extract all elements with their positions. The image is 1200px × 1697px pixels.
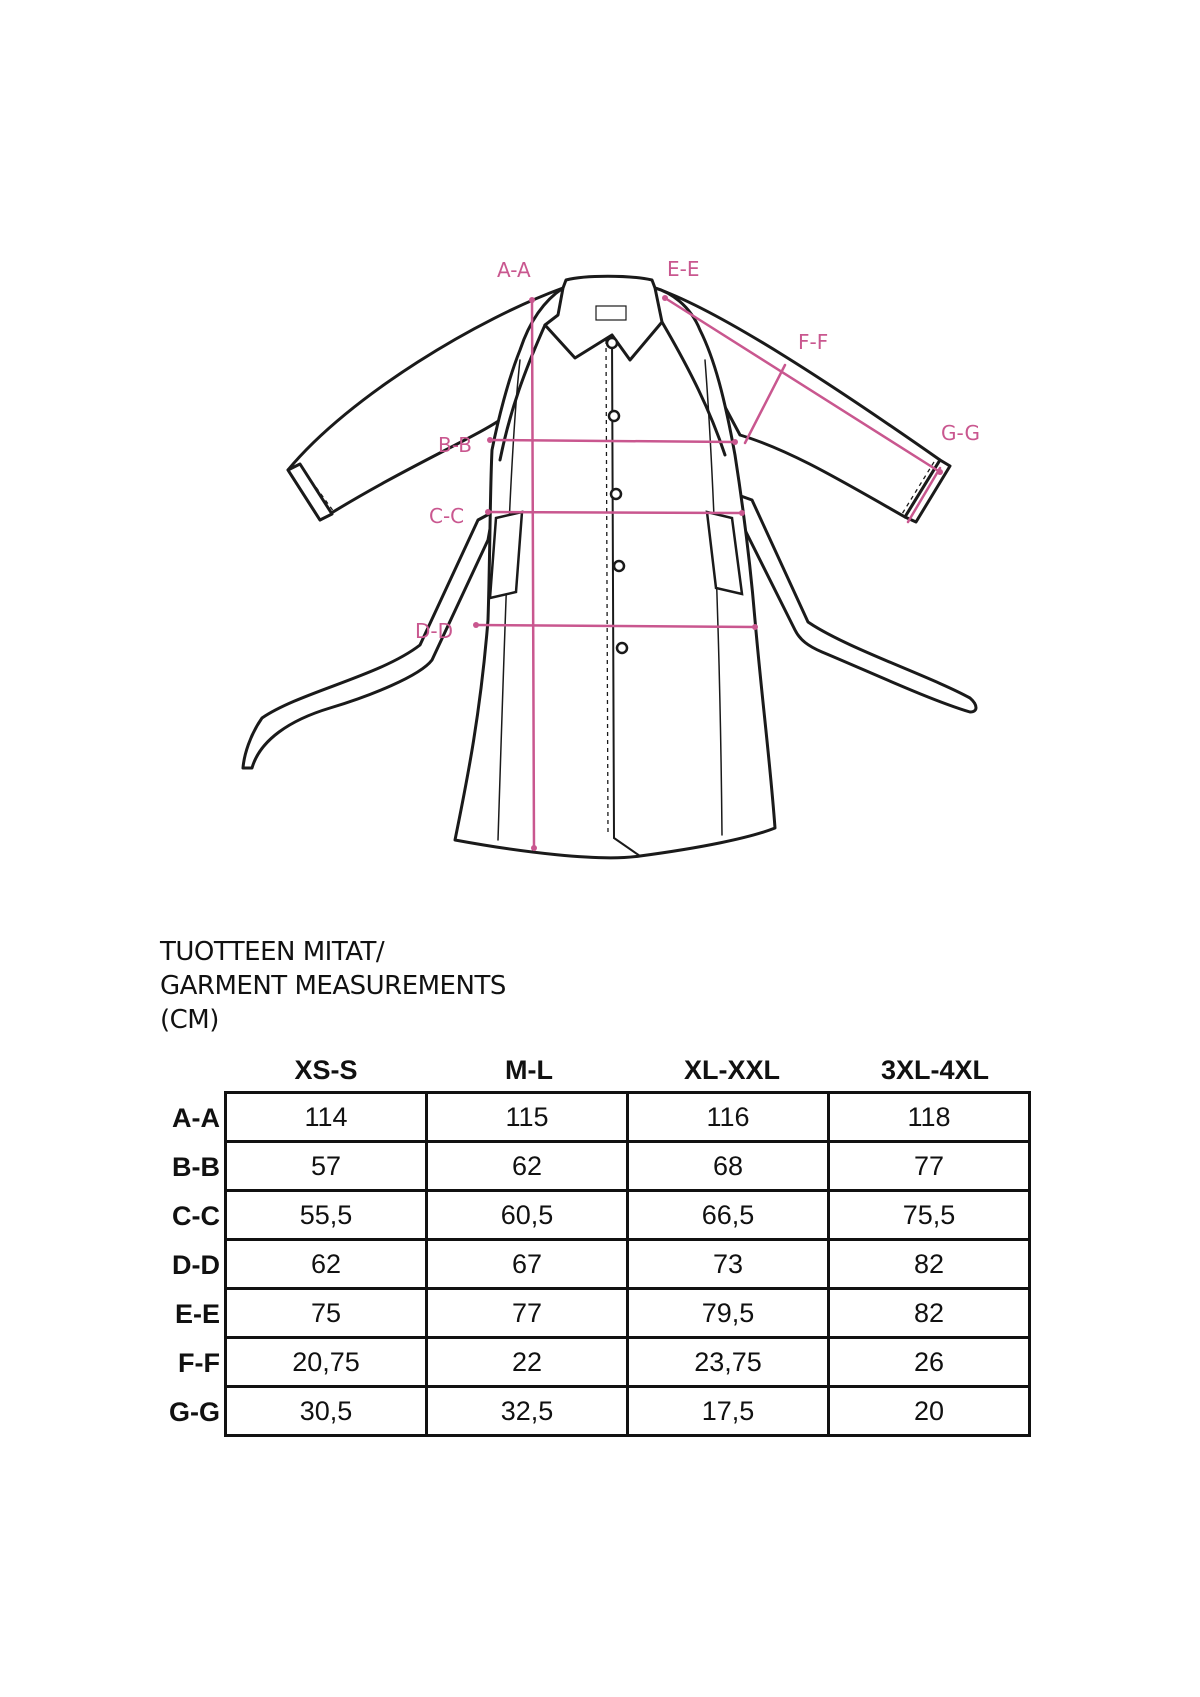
size-header-xs-s: XS-S: [294, 1055, 358, 1085]
size-header-m-l: M-L: [505, 1055, 553, 1085]
table-cell: 68: [628, 1142, 829, 1191]
measurements-heading: [160, 935, 506, 1037]
table-cell: 73: [628, 1240, 829, 1289]
heading-line-1: TUOTTEEN MITAT/: [160, 937, 385, 967]
size-header-3xl-4xl: 3XL-4XL: [880, 1055, 990, 1085]
row-header-bb: B-B: [172, 1152, 220, 1182]
table-cell: 20: [829, 1387, 1030, 1436]
table-cell: 114: [226, 1093, 427, 1142]
table-cell: 116: [628, 1093, 829, 1142]
row-header-ff: F-F: [178, 1348, 220, 1378]
button: [609, 411, 619, 421]
label-bb: B-B: [438, 433, 472, 457]
neck-label-icon: [596, 306, 626, 320]
table-row: [226, 1093, 1030, 1142]
left-pocket: [490, 512, 522, 598]
table-cell: 57: [226, 1142, 427, 1191]
label-ee: E-E: [667, 257, 700, 281]
heading-line-2: GARMENT MEASUREMENTS: [160, 971, 506, 1001]
row-header-cc: C-C: [172, 1201, 220, 1231]
measurements-table: [224, 1091, 1031, 1437]
table-cell: 20,75: [226, 1338, 427, 1387]
label-gg: G-G: [941, 421, 980, 445]
table-cell: 23,75: [628, 1338, 829, 1387]
table-cell: 75: [226, 1289, 427, 1338]
label-cc: C-C: [429, 504, 465, 528]
table-row: [226, 1240, 1030, 1289]
table-cell: 77: [427, 1289, 628, 1338]
table-cell: 17,5: [628, 1387, 829, 1436]
button: [607, 338, 617, 348]
measure-line-cc: [488, 512, 742, 513]
table-row: [226, 1338, 1030, 1387]
table-row: [226, 1142, 1030, 1191]
right-belt-tie: [738, 495, 976, 712]
table-cell: 32,5: [427, 1387, 628, 1436]
table-cell: 118: [829, 1093, 1030, 1142]
table-cell: 30,5: [226, 1387, 427, 1436]
table-cell: 26: [829, 1338, 1030, 1387]
label-ff: F-F: [798, 330, 829, 354]
row-header-dd: D-D: [172, 1250, 220, 1280]
table-cell: 75,5: [829, 1191, 1030, 1240]
table-cell: 82: [829, 1289, 1030, 1338]
table-cell: 60,5: [427, 1191, 628, 1240]
table-cell: 62: [226, 1240, 427, 1289]
table-cell: 79,5: [628, 1289, 829, 1338]
table-row: [226, 1387, 1030, 1436]
button: [611, 489, 621, 499]
heading-line-3: (CM): [160, 1005, 219, 1035]
table-cell: 22: [427, 1338, 628, 1387]
table-cell: 67: [427, 1240, 628, 1289]
table-cell: 62: [427, 1142, 628, 1191]
row-header-aa: A-A: [172, 1103, 220, 1133]
table-cell: 66,5: [628, 1191, 829, 1240]
table-row: [226, 1191, 1030, 1240]
row-header-gg: G-G: [169, 1397, 220, 1427]
left-belt-tie: [243, 512, 493, 768]
button: [614, 561, 624, 571]
row-header-ee: E-E: [174, 1299, 220, 1329]
table-cell: 77: [829, 1142, 1030, 1191]
table-row: [226, 1289, 1030, 1338]
size-header-xl-xxl: XL-XXL: [683, 1055, 780, 1085]
label-dd: D-D: [415, 619, 454, 643]
label-aa: A-A: [497, 258, 531, 282]
table-cell: 55,5: [226, 1191, 427, 1240]
table-cell: 115: [427, 1093, 628, 1142]
button: [617, 643, 627, 653]
table-cell: 82: [829, 1240, 1030, 1289]
